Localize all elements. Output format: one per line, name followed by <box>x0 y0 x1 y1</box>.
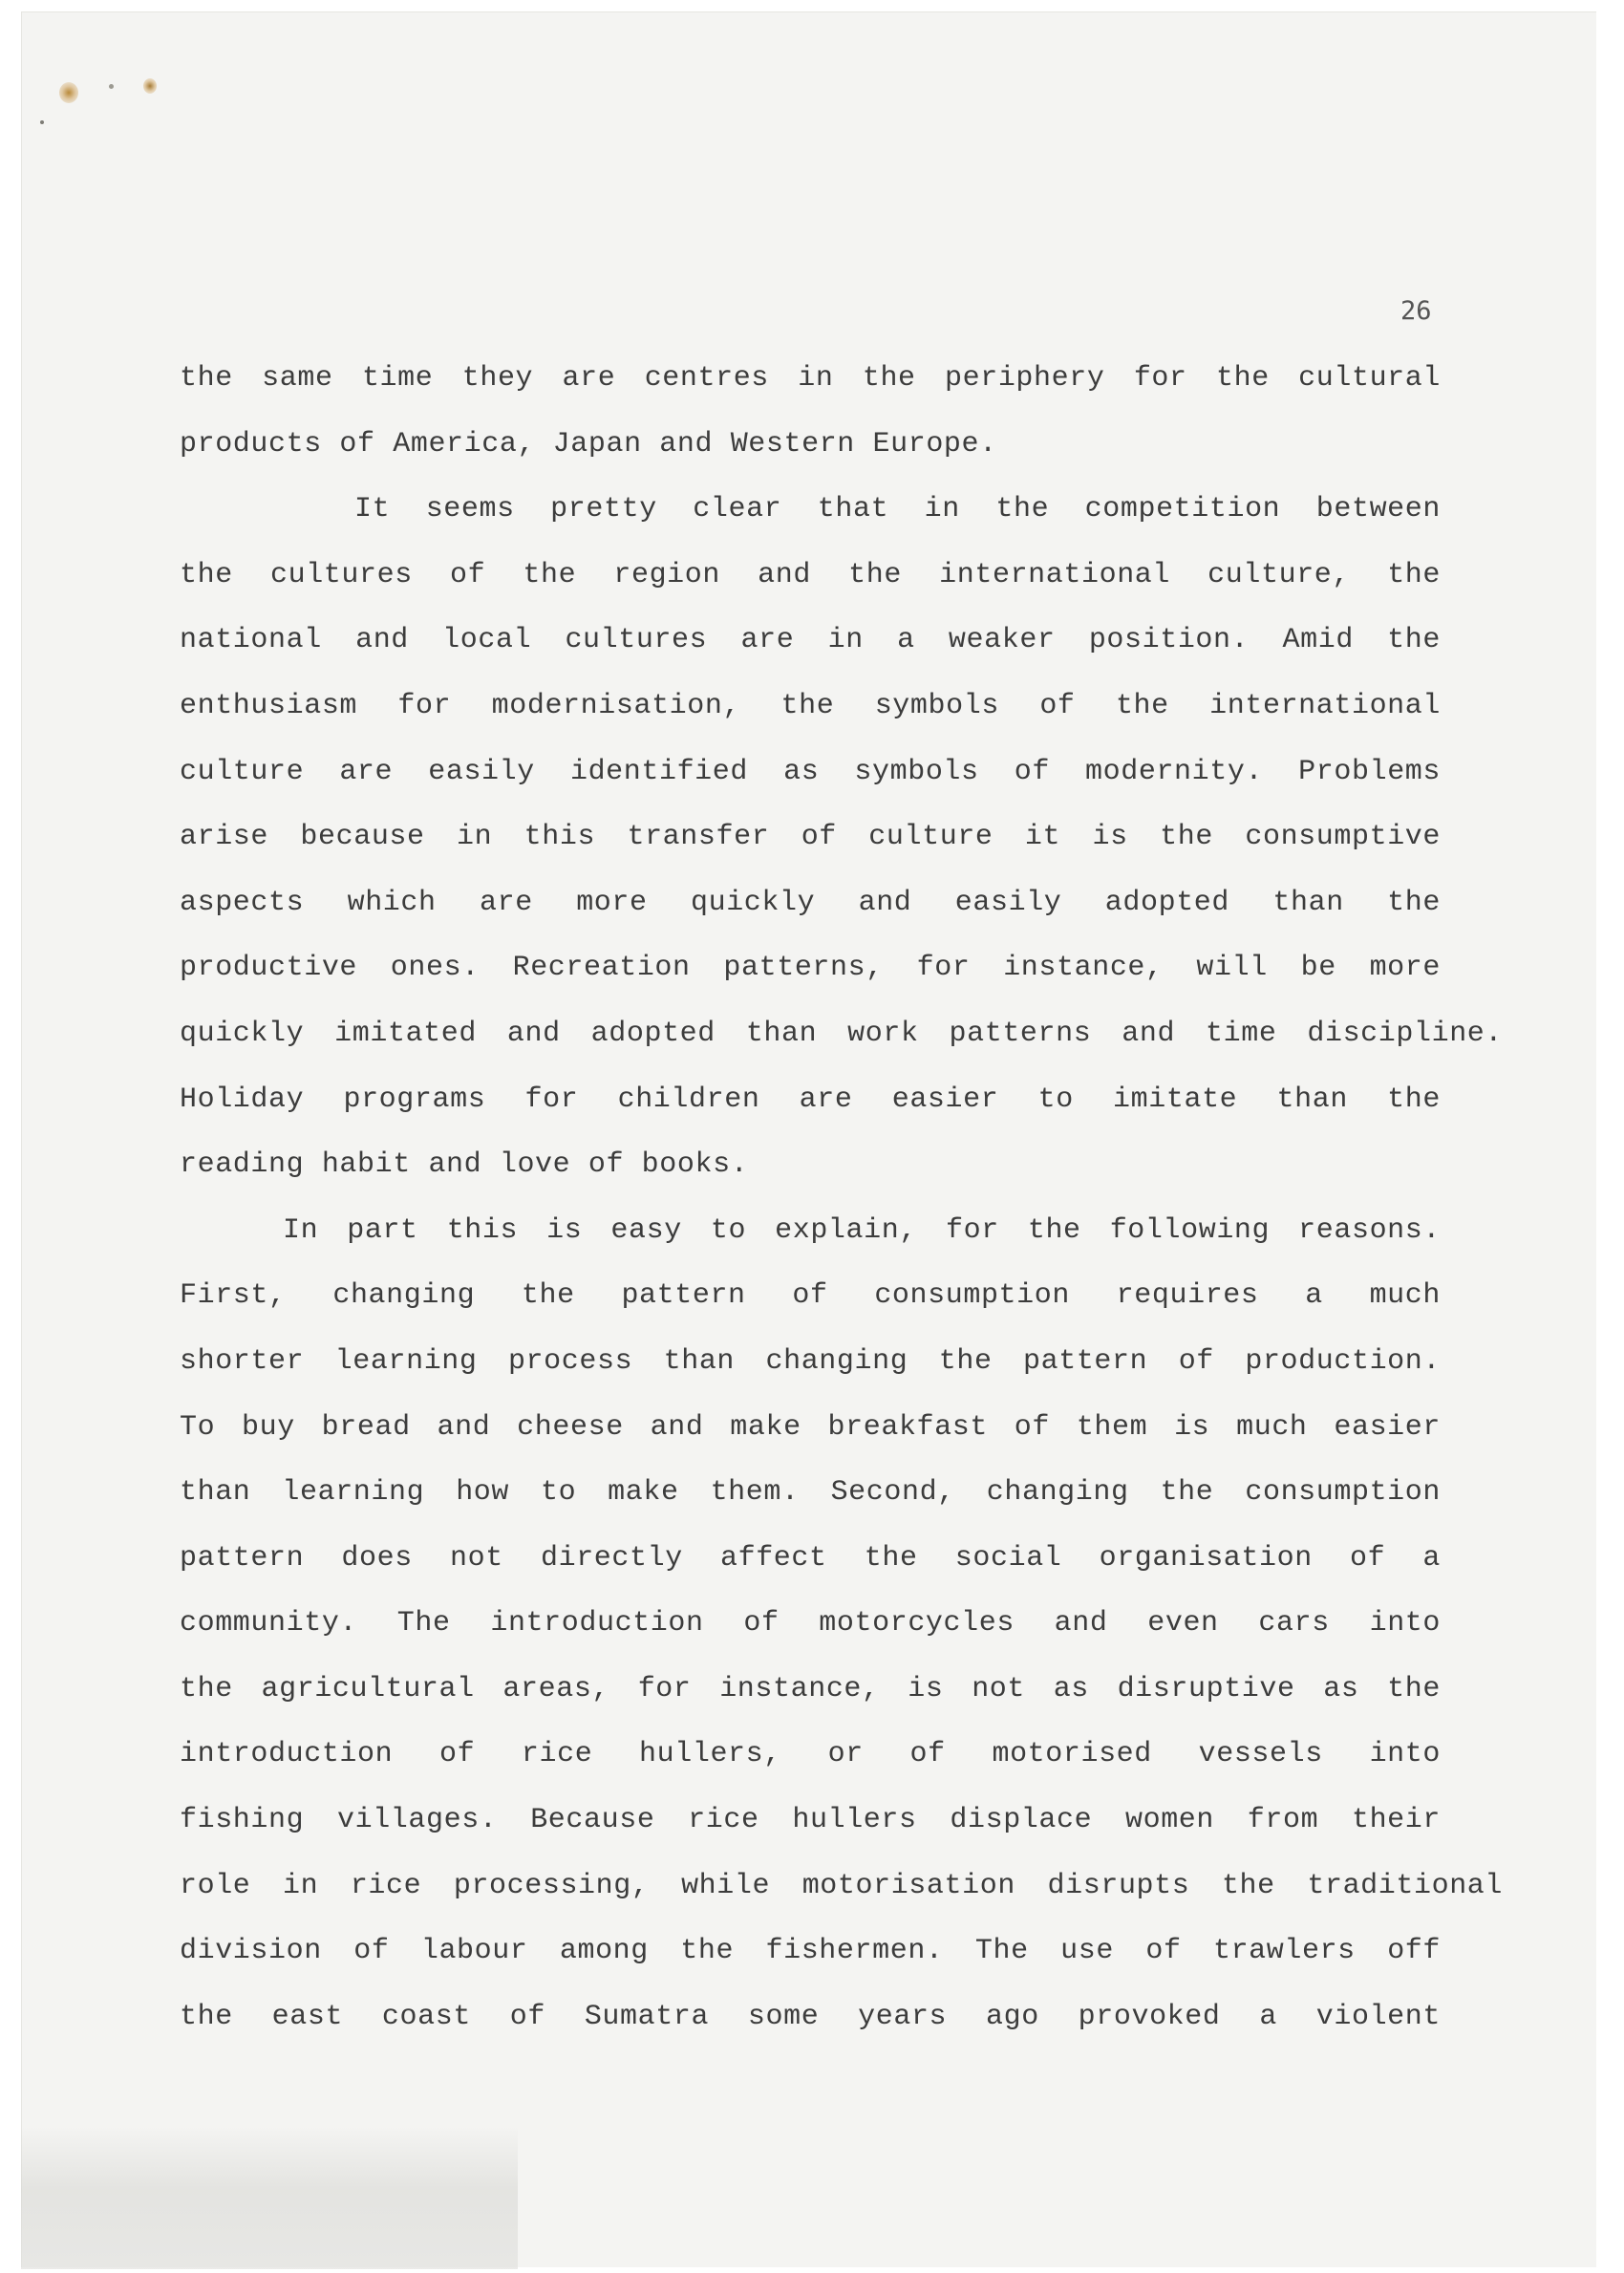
text-line: culture are easily identified as symbols of modernity. Problems <box>180 755 1441 788</box>
text-line: reading habit and love of books. <box>180 1148 749 1182</box>
speck-mark <box>40 120 44 124</box>
text-line: the same time they are centres in the periphery for the cultural <box>180 362 1441 395</box>
text-line: fishing villages. Because rice hullers displace women from their <box>180 1804 1441 1837</box>
paragraph-first-line: It seems pretty clear that in the competition between <box>354 493 1441 526</box>
text-line: enthusiasm for modernisation, the symbols of the international <box>180 689 1441 722</box>
text-line: Holiday programs for children are easier to imitate than the <box>180 1083 1441 1116</box>
text-line: national and local cultures are in a weaker position. Amid the <box>180 624 1441 657</box>
speck-mark <box>109 84 114 89</box>
text-line: the cultures of the region and the international culture, the <box>180 558 1441 591</box>
text-line: productive ones. Recreation patterns, for instance, will be more <box>180 952 1441 985</box>
text-line: First, changing the pattern of consumption requires a much <box>180 1279 1441 1313</box>
text-line: quickly imitated and adopted than work patterns and time discipline. <box>180 1017 1503 1050</box>
text-line: products of America, Japan and Western Europe. <box>180 427 997 461</box>
text-line: To buy bread and cheese and make breakfast of them is much easier <box>180 1410 1441 1444</box>
text-line: introduction of rice hullers, or of motorised vessels into <box>180 1738 1441 1771</box>
text-line: than learning how to make them. Second, changing the consumption <box>180 1476 1441 1510</box>
text-line: the agricultural areas, for instance, is not as disruptive as the <box>180 1672 1441 1705</box>
stain-mark <box>59 82 78 103</box>
stain-mark <box>143 78 157 94</box>
text-line: role in rice processing, while motorisation disrupts the traditional <box>180 1869 1503 1902</box>
text-line: arise because in this transfer of culture it is the consumptive <box>180 821 1441 854</box>
text-line: pattern does not directly affect the social organisation of a <box>180 1541 1441 1575</box>
scan-shadow <box>21 2126 518 2269</box>
body-text <box>180 346 1507 2049</box>
text-line: aspects which are more quickly and easily adopted than the <box>180 886 1441 919</box>
paragraph-first-line: In part this is easy to explain, for the following reasons. <box>283 1213 1441 1247</box>
text-line: division of labour among the fishermen. The use of trawlers off <box>180 1935 1441 1968</box>
text-line: the east coast of Sumatra some years ago provoked a violent <box>180 2000 1441 2033</box>
text-line: shorter learning process than changing the pattern of production. <box>180 1344 1441 1378</box>
text-line: community. The introduction of motorcycles and even cars into <box>180 1607 1441 1640</box>
page-number: 26 <box>1400 296 1432 326</box>
